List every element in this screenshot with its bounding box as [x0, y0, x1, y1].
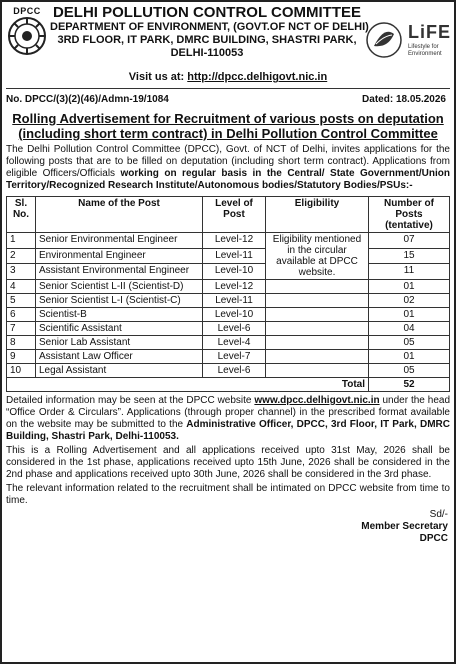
cell-eligibility-empty — [266, 280, 369, 294]
cell-count: 02 — [369, 294, 450, 308]
cell-level: Level-12 — [203, 280, 266, 294]
dpcc-logo-text: DPCC — [13, 6, 41, 16]
cell-sl: 7 — [7, 322, 36, 336]
cell-post: Assistant Environmental Engineer — [36, 264, 203, 280]
cell-post: Environmental Engineer — [36, 248, 203, 264]
table-row — [7, 280, 450, 294]
cell-eligibility-empty — [266, 350, 369, 364]
life-logo — [364, 20, 450, 64]
cell-level: Level-6 — [203, 364, 266, 378]
total-value: 52 — [369, 378, 450, 392]
cell-level: Level-11 — [203, 294, 266, 308]
org-title-block — [50, 4, 369, 60]
cell-post: Senior Environmental Engineer — [36, 233, 203, 249]
col-header-number: Number of Posts (tentative) — [369, 197, 450, 233]
total-label: Total — [7, 378, 369, 392]
table-row — [7, 336, 450, 350]
cell-count: 11 — [369, 264, 450, 280]
cell-eligibility-empty — [266, 308, 369, 322]
cell-eligibility: Eligibility mentioned in the circular available at DPCC website. — [266, 233, 369, 280]
table-row — [7, 350, 450, 364]
col-header-post: Name of the Post — [36, 197, 203, 233]
cell-sl: 3 — [7, 264, 36, 280]
signature-designation: Member Secretary — [361, 521, 448, 532]
life-logo-word: LiFE — [408, 22, 451, 42]
cell-sl: 2 — [7, 248, 36, 264]
cell-count: 01 — [369, 308, 450, 322]
table-row — [7, 322, 450, 336]
website-line — [2, 71, 454, 83]
visit-label: Visit us at: — [128, 71, 188, 83]
col-header-eligibility: Eligibility — [266, 197, 369, 233]
cell-eligibility-empty — [266, 294, 369, 308]
cell-eligibility-empty — [266, 336, 369, 350]
table-header-row — [7, 197, 450, 233]
cell-level: Level-12 — [203, 233, 266, 249]
dpcc-website-link[interactable]: www.dpcc.delhigovt.nic.in — [254, 395, 380, 406]
cell-sl: 4 — [7, 280, 36, 294]
reference-line — [2, 89, 454, 109]
intro-text: The Delhi Pollution Control Committee (DPCC), Govt. of NCT of Delhi, invites applications for the following posts that are to be filled on deputation (including short term contract). Applications from eligible Officers/Officials — [6, 144, 450, 179]
cell-post: Scientist-B — [36, 308, 203, 322]
cell-sl: 8 — [7, 336, 36, 350]
table-row — [7, 233, 450, 249]
col-header-level: Level of Post — [203, 197, 266, 233]
cell-count: 01 — [369, 280, 450, 294]
cell-sl: 1 — [7, 233, 36, 249]
reference-number: No. DPCC/(3)(2)(46)/Admn-19/1084 — [6, 94, 169, 105]
submission-text-a: Detailed information may be seen at the DPCC website — [6, 395, 255, 406]
col-header-sl: Sl. No. — [7, 197, 36, 233]
cell-post: Senior Lab Assistant — [36, 336, 203, 350]
intimation-paragraph: The relevant information related to the recruitment shall be intimated on DPCC website from time to time. — [6, 483, 450, 506]
advertisement-headline: Rolling Advertisement for Recruitment of various posts on deputation (including short term contract) in Delhi Pollution Control Committee — [12, 111, 444, 141]
life-logo-tagline: Lifestyle for Environment — [408, 44, 442, 57]
cell-post: Senior Scientist L-II (Scientist-D) — [36, 280, 203, 294]
letterhead — [2, 2, 454, 88]
rolling-phase-paragraph: This is a Rolling Advertisement and all applications received upto 31st May, 2026 shall be considered in the 1st phase, applications received upto 15th June, 2026 shall be considered in the 2nd phase and applications received upto 30th June, 2026 shall be considered in the 3rd phase. — [6, 445, 450, 480]
cell-count: 05 — [369, 364, 450, 378]
table-total-row — [7, 378, 450, 392]
cell-post: Assistant Law Officer — [36, 350, 203, 364]
cell-count: 01 — [369, 350, 450, 364]
intro-paragraph — [6, 144, 450, 192]
website-link[interactable]: http://dpcc.delhigovt.nic.in — [187, 71, 328, 83]
cell-post: Legal Assistant — [36, 364, 203, 378]
org-title: DELHI POLLUTION CONTROL COMMITTEE — [52, 4, 362, 21]
submission-address: Administrative Officer, DPCC, 3rd Floor, IT Park, DMRC Building, Shastri Park, Delhi-110053. — [6, 419, 450, 442]
cell-sl: 5 — [7, 294, 36, 308]
table-row — [7, 294, 450, 308]
cell-count: 05 — [369, 336, 450, 350]
address-line-1: 3RD FLOOR, IT PARK, DMRC BUILDING, SHASTRI PARK, — [57, 34, 357, 46]
cell-level: Level-10 — [203, 308, 266, 322]
submission-text-c: under the head “Office Order & Circulars”. Applications (through proper channel) in the prescribed format available on the website may be submitted to the — [6, 395, 451, 430]
posts-table — [6, 196, 450, 392]
leaf-emblem-icon — [364, 20, 404, 60]
cell-eligibility-empty — [266, 322, 369, 336]
signature-block — [2, 509, 448, 545]
signature-org: DPCC — [419, 533, 448, 544]
cell-level: Level-11 — [203, 248, 266, 264]
cell-eligibility-empty — [266, 364, 369, 378]
cell-sl: 10 — [7, 364, 36, 378]
cell-level: Level-6 — [203, 322, 266, 336]
intro-bold-text: working on regular basis in the Central/ State Government/Union Territory/Recognized Research Institute/Autonomous bodies/Statutory Bodies/PSUs:- — [6, 168, 450, 191]
signature-sd: Sd/- — [429, 509, 448, 520]
submission-paragraph — [6, 395, 450, 443]
cell-sl: 6 — [7, 308, 36, 322]
reference-date: Dated: 18.05.2026 — [362, 94, 446, 105]
table-row — [7, 364, 450, 378]
cell-sl: 9 — [7, 350, 36, 364]
dpcc-logo — [6, 6, 48, 66]
address-line-2: DELHI-110053 — [170, 47, 244, 59]
table-row — [7, 264, 450, 280]
cell-count: 15 — [369, 248, 450, 264]
cell-level: Level-10 — [203, 264, 266, 280]
cell-level: Level-4 — [203, 336, 266, 350]
cell-post: Scientific Assistant — [36, 322, 203, 336]
dpcc-emblem-icon — [7, 16, 47, 56]
cell-count: 04 — [369, 322, 450, 336]
cell-level: Level-7 — [203, 350, 266, 364]
cell-count: 07 — [369, 233, 450, 249]
table-row — [7, 248, 450, 264]
department-line: DEPARTMENT OF ENVIRONMENT, (GOVT.OF NCT OF DELHI) — [50, 21, 369, 33]
table-row — [7, 308, 450, 322]
cell-post: Senior Scientist L-I (Scientist-C) — [36, 294, 203, 308]
